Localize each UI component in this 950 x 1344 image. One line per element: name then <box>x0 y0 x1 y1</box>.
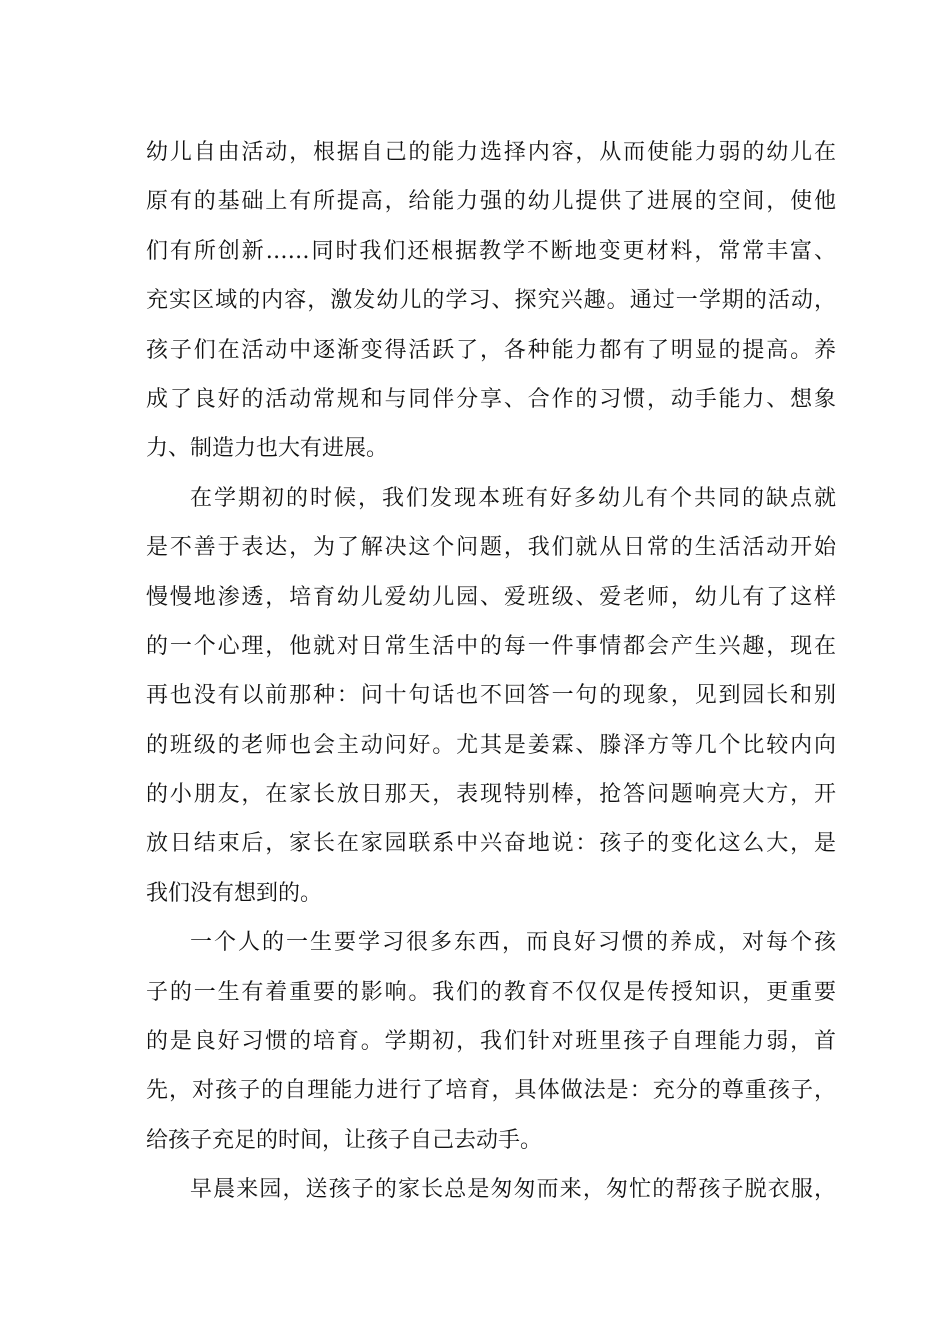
paragraph <box>146 474 836 919</box>
body-text <box>146 128 836 1215</box>
text-line: 幼儿自由活动，根据自己的能力选择内容，从而使能力弱的幼儿在 <box>146 140 836 165</box>
text-line: 放日结束后，家长在家园联系中兴奋地说：孩子的变化这么大，是 <box>146 831 836 857</box>
text-line: 成了良好的活动常规和与同伴分享、合作的习惯，动手能力、想象 <box>146 386 836 412</box>
text-line: 的是良好习惯的培育。学期初，我们针对班里孩子自理能力弱，首 <box>146 1029 836 1055</box>
text-line: 力、制造力也大有进展。 <box>146 436 389 462</box>
text-line: 早晨来园，送孩子的家长总是匆匆而来，匆忙的帮孩子脱衣服， <box>190 1177 836 1203</box>
text-line: 在学期初的时候，我们发现本班有好多幼儿有个共同的缺点就 <box>190 485 836 511</box>
text-line: 们有所创新……同时我们还根据教学不断地变更材料，常常丰富、 <box>146 238 836 264</box>
text-line: 慢慢地渗透，培育幼儿爱幼儿园、爱班级、爱老师，幼儿有了这样 <box>146 584 836 610</box>
text-line: 给孩子充足的时间，让孩子自己去动手。 <box>146 1127 543 1153</box>
text-line: 充实区域的内容，激发幼儿的学习、探究兴趣。通过一学期的活动， <box>146 288 836 314</box>
text-line: 孩子们在活动中逐渐变得活跃了，各种能力都有了明显的提高。养 <box>146 337 836 363</box>
text-line: 我们没有想到的。 <box>146 880 323 906</box>
text-line: 的一个心理，他就对日常生活中的每一件事情都会产生兴趣，现在 <box>146 633 836 659</box>
text-line: 是不善于表达，为了解决这个问题，我们就从日常的生活活动开始 <box>146 535 836 561</box>
paragraph <box>146 1165 836 1214</box>
text-line: 再也没有以前那种：问十句话也不回答一句的现象，见到园长和别 <box>146 683 836 709</box>
text-line: 原有的基础上有所提高，给能力强的幼儿提供了进展的空间，使他 <box>146 189 836 215</box>
text-line: 一个人的一生要学习很多东西，而良好习惯的养成，对每个孩 <box>190 930 836 956</box>
paragraph <box>146 918 836 1165</box>
paragraph <box>146 128 836 474</box>
text-line: 子的一生有着重要的影响。我们的教育不仅仅是传授知识，更重要 <box>146 979 836 1005</box>
text-line: 先，对孩子的自理能力进行了培育，具体做法是：充分的尊重孩子， <box>146 1078 836 1104</box>
text-line: 的小朋友，在家长放日那天，表现特别棒，抢答问题响亮大方，开 <box>146 782 836 808</box>
text-line: 的班级的老师也会主动问好。尤其是姜霖、滕泽方等几个比较内向 <box>146 732 836 758</box>
